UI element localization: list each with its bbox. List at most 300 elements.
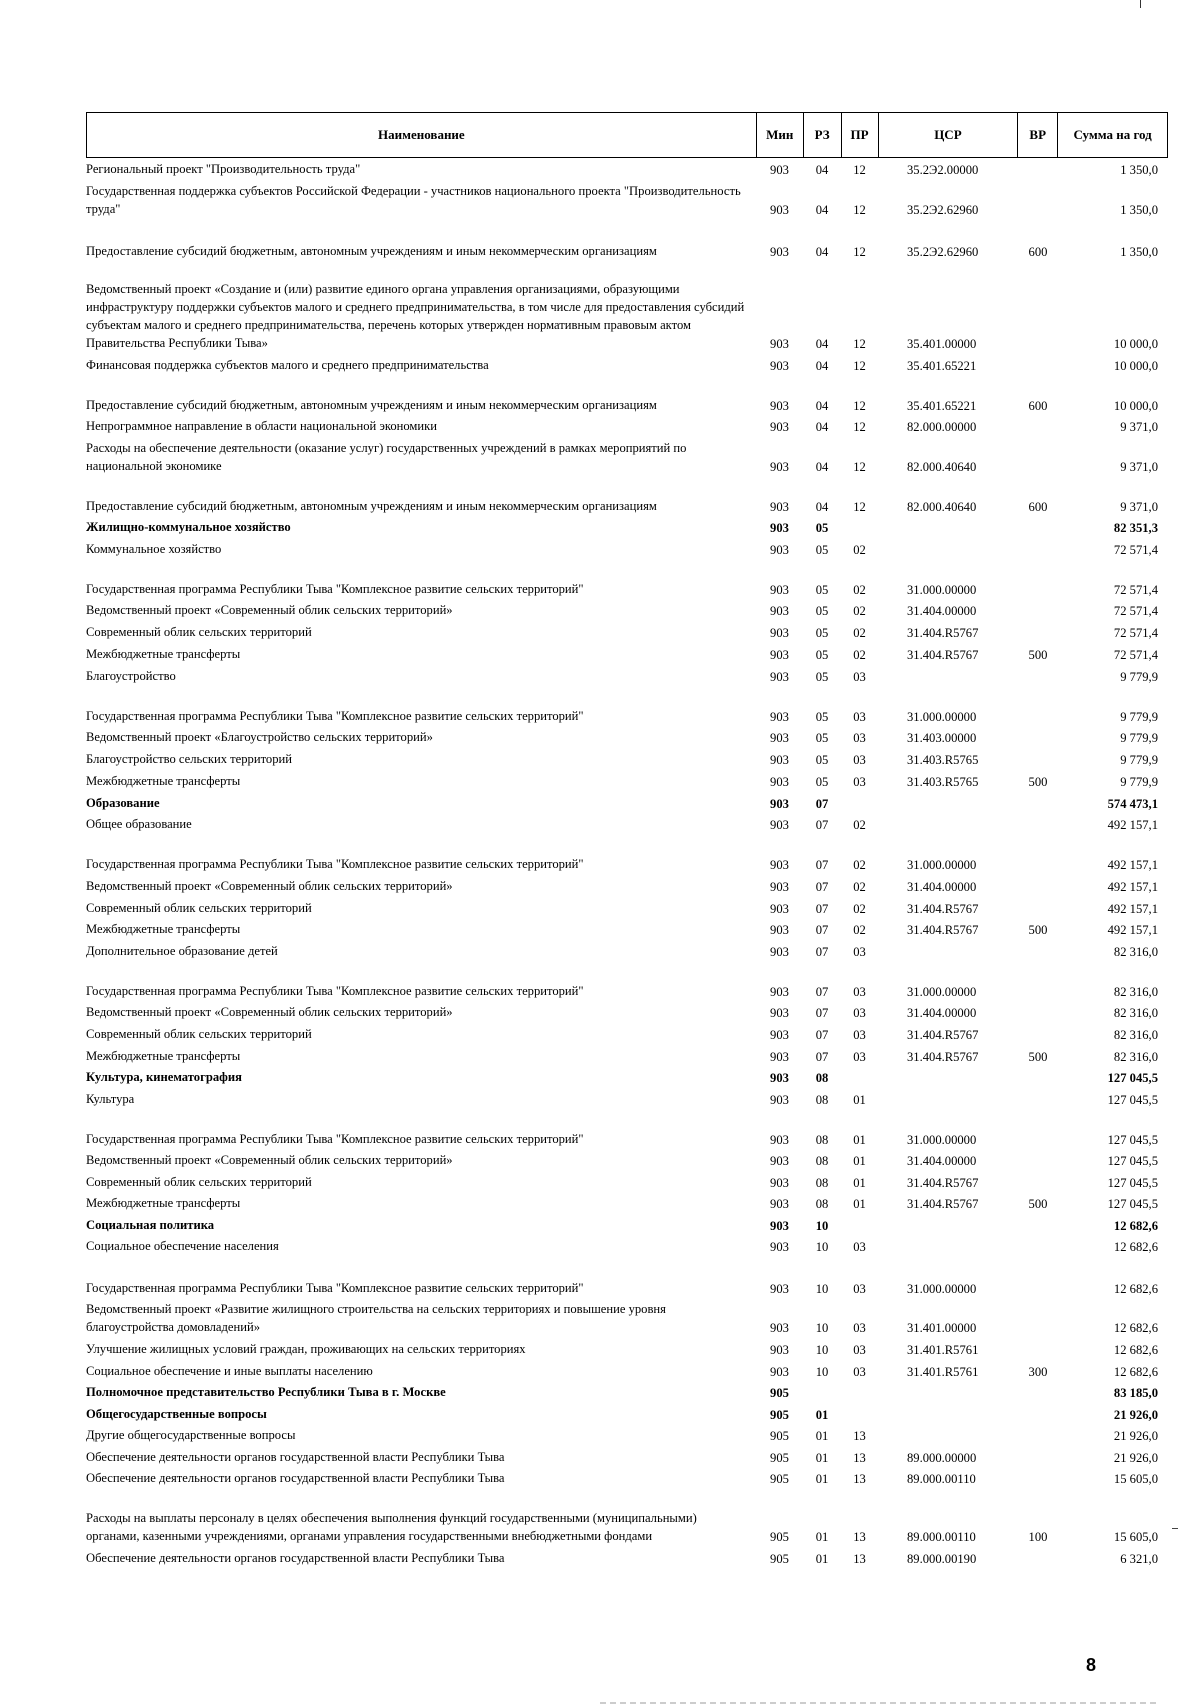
row-csr: 31.401.R5761: [907, 1343, 979, 1357]
table-row: [86, 1111, 1168, 1151]
row-pr: 12: [853, 420, 866, 434]
row-rz: 07: [815, 818, 829, 832]
table-row: [86, 1469, 1168, 1490]
row-pr: 02: [853, 626, 866, 640]
row-rz: 04: [815, 460, 829, 474]
row-rz: 04: [815, 163, 829, 177]
row-csr: 31.404.R5767: [907, 1197, 979, 1211]
row-name: Современный облик сельских территорий: [86, 1175, 312, 1189]
row-csr: 31.404.R5767: [907, 648, 979, 662]
row-csr: [878, 1402, 1018, 1404]
row-pr: 01: [853, 1197, 866, 1211]
row-min: 903: [770, 1176, 789, 1190]
row-sum: 127 045,5: [1107, 1133, 1158, 1147]
row-sum: 1 350,0: [1120, 203, 1158, 217]
row-name: Общегосударственные вопросы: [86, 1407, 267, 1421]
row-vr: 600: [1028, 245, 1048, 259]
row-name: Социальное обеспечение и иные выплаты населению: [86, 1364, 373, 1378]
row-min: 903: [770, 753, 789, 767]
row-name: Государственная программа Республики Тыва "Комплексное развитие сельских территорий": [86, 857, 584, 871]
row-rz: 07: [815, 858, 829, 872]
table-row: [86, 749, 1168, 771]
row-min: 903: [770, 1154, 789, 1168]
row-min: 903: [770, 1133, 789, 1147]
row-pr: 02: [853, 902, 866, 916]
row-pr: 03: [853, 731, 866, 745]
row-sum: 12 682,6: [1113, 1365, 1158, 1379]
row-name: Межбюджетные трансферты: [86, 1196, 241, 1210]
table-row: [86, 539, 1168, 561]
row-pr: 03: [853, 1282, 866, 1296]
row-pr: 12: [853, 500, 866, 514]
row-pr: 12: [853, 245, 866, 259]
row-sum: 127 045,5: [1107, 1071, 1158, 1085]
row-min: 903: [770, 1071, 789, 1085]
row-pr: 02: [853, 880, 866, 894]
row-sum: 21 926,0: [1113, 1451, 1158, 1465]
row-rz: 01: [815, 1451, 829, 1465]
row-rz: 07: [815, 945, 829, 959]
table-row: [86, 771, 1168, 793]
row-min: 903: [770, 163, 789, 177]
table-row: [86, 1024, 1168, 1046]
row-min: 903: [770, 1365, 789, 1379]
table-row: [86, 666, 1168, 688]
row-csr: [878, 834, 1018, 836]
table-row: [86, 377, 1168, 417]
row-min: 903: [770, 543, 789, 557]
row-name: Современный облик сельских территорий: [86, 625, 312, 639]
row-csr: 89.000.00110: [907, 1530, 976, 1544]
row-name: Государственная программа Республики Тыва "Комплексное развитие сельских территорий": [86, 984, 584, 998]
table-row: [86, 1383, 1168, 1404]
row-pr: 02: [853, 858, 866, 872]
row-min: 903: [770, 902, 789, 916]
row-csr: 31.000.00000: [907, 583, 977, 597]
row-name: Образование: [86, 796, 160, 810]
row-pr: [841, 537, 878, 539]
row-vr: [1018, 1445, 1058, 1447]
row-csr: 31.000.00000: [907, 1133, 977, 1147]
row-rz: 04: [815, 359, 829, 373]
row-sum: 12 682,6: [1113, 1282, 1158, 1296]
row-name: Благоустройство сельских территорий: [86, 752, 292, 766]
row-min: 903: [770, 500, 789, 514]
row-csr: [878, 1235, 1018, 1237]
row-min: 903: [770, 797, 789, 811]
row-vr: [1018, 1109, 1058, 1111]
row-rz: 10: [815, 1240, 829, 1254]
row-csr: 35.401.65221: [907, 359, 977, 373]
row-name: Непрограммное направление в области национальной экономики: [86, 419, 437, 433]
row-csr: 31.000.00000: [907, 1282, 977, 1296]
row-pr: 12: [853, 203, 866, 217]
row-sum: 574 473,1: [1107, 797, 1158, 811]
row-pr: [841, 1424, 878, 1426]
row-pr: 02: [853, 583, 866, 597]
row-min: 903: [770, 985, 789, 999]
row-rz: 08: [815, 1133, 829, 1147]
table-row: [86, 221, 1168, 263]
row-sum: 15 605,0: [1113, 1472, 1158, 1486]
row-sum: 21 926,0: [1113, 1408, 1158, 1422]
row-name: Полномочное представительство Республики Тыва в г. Москве: [86, 1385, 446, 1399]
row-vr: [1018, 1337, 1058, 1339]
row-sum: 10 000,0: [1113, 337, 1158, 351]
row-pr: 13: [853, 1472, 866, 1486]
row-min: 903: [770, 775, 789, 789]
row-rz: 05: [815, 648, 829, 662]
row-vr: [1018, 1087, 1058, 1089]
row-pr: 01: [853, 1176, 866, 1190]
row-name: Ведомственный проект «Современный облик сельских территорий»: [86, 1153, 453, 1167]
row-csr: [878, 1445, 1018, 1447]
row-csr: 31.403.R5765: [907, 753, 979, 767]
row-sum: 82 316,0: [1113, 985, 1158, 999]
row-rz: 04: [815, 500, 829, 514]
row-vr: 300: [1028, 1365, 1048, 1379]
table-row: [86, 478, 1168, 518]
row-sum: 21 926,0: [1113, 1429, 1158, 1443]
row-name: Улучшение жилищных условий граждан, проживающих на сельских территориях: [86, 1342, 526, 1356]
scan-edge: [600, 1702, 1160, 1704]
row-csr: 89.000.00110: [907, 1472, 976, 1486]
table-row: [86, 160, 1168, 181]
row-pr: 02: [853, 604, 866, 618]
row-sum: 12 682,6: [1113, 1321, 1158, 1335]
row-vr: [1018, 961, 1058, 963]
row-rz: 05: [815, 731, 829, 745]
row-sum: 82 316,0: [1113, 1050, 1158, 1064]
row-csr: 31.000.00000: [907, 858, 977, 872]
row-vr: 500: [1028, 648, 1048, 662]
row-csr: [878, 686, 1018, 688]
row-vr: [1018, 1044, 1058, 1046]
row-name: Благоустройство: [86, 669, 176, 683]
row-rz: 10: [815, 1365, 829, 1379]
row-pr: [841, 1235, 878, 1237]
row-rz: 01: [815, 1429, 829, 1443]
row-min: 903: [770, 583, 789, 597]
row-min: 903: [770, 1240, 789, 1254]
row-name: Обеспечение деятельности органов государственной власти Республики Тыва: [86, 1450, 505, 1464]
row-csr: 35.2Э2.62960: [907, 245, 979, 259]
row-pr: 03: [853, 710, 866, 724]
row-sum: 492 157,1: [1107, 858, 1158, 872]
row-vr: [1018, 834, 1058, 836]
row-rz: 07: [815, 797, 829, 811]
table-row: [86, 1404, 1168, 1426]
row-vr: 500: [1028, 923, 1048, 937]
row-vr: 600: [1028, 399, 1048, 413]
row-rz: 07: [815, 985, 829, 999]
row-pr: 01: [853, 1133, 866, 1147]
row-pr: [841, 813, 878, 815]
row-min: 903: [770, 1050, 789, 1064]
row-name: Дополнительное образование детей: [86, 944, 278, 958]
table-row: [86, 438, 1168, 478]
row-vr: [1018, 896, 1058, 898]
row-rz: 05: [815, 604, 829, 618]
row-pr: 01: [853, 1093, 866, 1107]
row-csr: 35.2Э2.62960: [907, 203, 979, 217]
row-rz: 04: [815, 337, 829, 351]
row-rz: 05: [815, 753, 829, 767]
table-row: [86, 1426, 1168, 1447]
row-min: 903: [770, 245, 789, 259]
row-min: 903: [770, 604, 789, 618]
table-row: [86, 793, 1168, 815]
row-name: Межбюджетные трансферты: [86, 647, 241, 661]
row-min: 903: [770, 648, 789, 662]
row-pr: 03: [853, 753, 866, 767]
row-vr: [1018, 769, 1058, 771]
row-name: Коммунальное хозяйство: [86, 542, 222, 556]
row-rz: 07: [815, 923, 829, 937]
row-pr: 02: [853, 543, 866, 557]
row-sum: 72 571,4: [1113, 626, 1158, 640]
row-csr: 31.404.00000: [907, 880, 977, 894]
row-pr: [841, 1087, 878, 1089]
row-csr: 82.000.40640: [907, 500, 977, 514]
row-name: Ведомственный проект «Современный облик сельских территорий»: [86, 603, 453, 617]
row-csr: 31.404.R5767: [907, 1050, 979, 1064]
row-sum: 127 045,5: [1107, 1197, 1158, 1211]
row-sum: 12 682,6: [1113, 1240, 1158, 1254]
row-sum: 127 045,5: [1107, 1154, 1158, 1168]
row-rz: 05: [815, 543, 829, 557]
table-row: [86, 1237, 1168, 1258]
row-csr: 31.000.00000: [907, 710, 977, 724]
row-csr: [878, 537, 1018, 539]
table-row: [86, 1339, 1168, 1361]
row-csr: 31.404.R5767: [907, 1176, 979, 1190]
row-csr: 82.000.40640: [907, 460, 977, 474]
row-rz: 04: [815, 245, 829, 259]
row-min: 903: [770, 880, 789, 894]
row-csr: 31.000.00000: [907, 985, 977, 999]
header-vr: ВР: [1017, 113, 1057, 157]
table-row: [86, 1172, 1168, 1194]
row-name: Региональный проект "Производительность труда": [86, 162, 361, 176]
row-pr: 03: [853, 1343, 866, 1357]
row-vr: [1018, 813, 1058, 815]
row-rz: 10: [815, 1321, 829, 1335]
row-sum: 82 351,3: [1113, 521, 1158, 535]
row-sum: 12 682,6: [1113, 1343, 1158, 1357]
table-row: [86, 1089, 1168, 1111]
row-csr: 31.404.00000: [907, 1006, 977, 1020]
row-sum: 1 350,0: [1120, 163, 1158, 177]
row-vr: [1018, 1235, 1058, 1237]
row-min: 903: [770, 945, 789, 959]
table-row: [86, 1046, 1168, 1068]
row-rz: 05: [815, 521, 829, 535]
row-name: Государственная программа Республики Тыва "Комплексное развитие сельских территорий": [86, 1132, 584, 1146]
row-min: 903: [770, 626, 789, 640]
row-sum: 6 321,0: [1120, 1552, 1158, 1566]
header-name: Наименование: [378, 127, 465, 142]
table-row: [86, 963, 1168, 1003]
row-pr: 03: [853, 1028, 866, 1042]
row-csr: 31.401.R5761: [907, 1365, 979, 1379]
row-csr: 31.403.R5765: [907, 775, 979, 789]
row-min: 903: [770, 818, 789, 832]
row-rz: 05: [815, 710, 829, 724]
row-vr: [1018, 476, 1058, 478]
table-row: [86, 622, 1168, 644]
row-csr: 31.401.00000: [907, 1321, 977, 1335]
row-min: 903: [770, 203, 789, 217]
row-name: Межбюджетные трансферты: [86, 1049, 241, 1063]
row-csr: [878, 1256, 1018, 1258]
table-row: [86, 601, 1168, 622]
row-name: Культура, кинематография: [86, 1070, 242, 1084]
row-name: Межбюджетные трансферты: [86, 774, 241, 788]
header-sum: Сумма на год: [1057, 113, 1167, 157]
row-pr: 02: [853, 648, 866, 662]
row-vr: [1018, 1467, 1058, 1469]
row-min: 903: [770, 1321, 789, 1335]
row-name: Финансовая поддержка субъектов малого и среднего предпринимательства: [86, 358, 489, 372]
row-pr: 13: [853, 1552, 866, 1566]
table-row: [86, 1258, 1168, 1300]
table-row: [86, 1068, 1168, 1089]
table-row: [86, 644, 1168, 666]
row-min: 905: [770, 1552, 789, 1566]
row-csr: 31.404.R5767: [907, 923, 979, 937]
row-sum: 492 157,1: [1107, 880, 1158, 894]
row-rz: 04: [815, 203, 829, 217]
row-sum: 492 157,1: [1107, 818, 1158, 832]
row-rz: 08: [815, 1154, 829, 1168]
row-pr: 03: [853, 985, 866, 999]
row-rz: 07: [815, 902, 829, 916]
row-min: 903: [770, 460, 789, 474]
row-vr: [1018, 1568, 1058, 1570]
table-row: [86, 728, 1168, 749]
table-row: [86, 1151, 1168, 1172]
header-csr: ЦСР: [878, 113, 1018, 157]
row-rz: 10: [815, 1282, 829, 1296]
row-min: 905: [770, 1472, 789, 1486]
row-min: 905: [770, 1429, 789, 1443]
row-vr: [1018, 219, 1058, 221]
row-pr: 02: [853, 818, 866, 832]
row-vr: [1018, 686, 1058, 688]
row-rz: 05: [815, 775, 829, 789]
row-name: Обеспечение деятельности органов государственной власти Республики Тыва: [86, 1551, 505, 1565]
row-csr: [878, 813, 1018, 815]
row-pr: 03: [853, 1006, 866, 1020]
row-name: Ведомственный проект «Современный облик сельских территорий»: [86, 1005, 453, 1019]
row-name: Современный облик сельских территорий: [86, 901, 312, 915]
row-min: 903: [770, 1093, 789, 1107]
row-vr: [1018, 179, 1058, 181]
row-pr: 12: [853, 337, 866, 351]
row-rz: 05: [815, 670, 829, 684]
row-rz: 07: [815, 1028, 829, 1042]
row-csr: [878, 961, 1018, 963]
row-rz: 08: [815, 1093, 829, 1107]
row-min: 903: [770, 1197, 789, 1211]
row-name: Предоставление субсидий бюджетным, автономным учреждениям и иным некоммерческим организациям: [86, 244, 657, 258]
row-sum: 9 779,9: [1120, 670, 1158, 684]
row-min: 905: [770, 1451, 789, 1465]
row-name: Государственная программа Республики Тыва "Комплексное развитие сельских территорий": [86, 1281, 584, 1295]
table-row: [86, 417, 1168, 438]
row-vr: [1018, 1022, 1058, 1024]
row-name: Социальное обеспечение населения: [86, 1239, 279, 1253]
row-name: Жилищно-коммунальное хозяйство: [86, 520, 291, 534]
row-pr: 03: [853, 775, 866, 789]
row-name: Государственная программа Республики Тыва "Комплексное развитие сельских территорий": [86, 582, 584, 596]
row-sum: 10 000,0: [1113, 359, 1158, 373]
row-min: 903: [770, 923, 789, 937]
row-pr: 13: [853, 1530, 866, 1544]
table-row: [86, 920, 1168, 941]
row-pr: 03: [853, 1050, 866, 1064]
row-name: Предоставление субсидий бюджетным, автономным учреждениям и иным некоммерческим организациям: [86, 499, 657, 513]
row-sum: 10 000,0: [1113, 399, 1158, 413]
table-row: [86, 1548, 1168, 1570]
table-row: [86, 1447, 1168, 1469]
row-sum: 12 682,6: [1113, 1219, 1158, 1233]
row-rz: 01: [815, 1552, 829, 1566]
row-vr: [1018, 918, 1058, 920]
row-rz: 05: [815, 583, 829, 597]
row-name: Современный облик сельских территорий: [86, 1027, 312, 1041]
row-pr: 03: [853, 670, 866, 684]
row-pr: 03: [853, 945, 866, 959]
row-min: 903: [770, 1028, 789, 1042]
row-rz: 05: [815, 626, 829, 640]
row-vr: [1018, 1149, 1058, 1151]
row-min: 903: [770, 1343, 789, 1357]
table-header: [86, 112, 1168, 158]
row-pr: 03: [853, 1321, 866, 1335]
row-sum: 72 571,4: [1113, 604, 1158, 618]
row-sum: 9 779,9: [1120, 753, 1158, 767]
row-min: 903: [770, 359, 789, 373]
row-csr: 31.403.00000: [907, 731, 977, 745]
scan-tick-mark: [1140, 0, 1141, 8]
row-name: Ведомственный проект «Развитие жилищного строительства на сельских территориях и повышение уровня благоустройства домовладений»: [86, 1302, 666, 1334]
row-name: Культура: [86, 1092, 135, 1106]
row-sum: 492 157,1: [1107, 902, 1158, 916]
row-pr: 01: [853, 1154, 866, 1168]
row-min: 905: [770, 1386, 789, 1400]
row-rz: 01: [815, 1472, 829, 1486]
row-rz: 07: [815, 880, 829, 894]
row-pr: 03: [853, 1240, 866, 1254]
row-vr: [1018, 1192, 1058, 1194]
row-name: Расходы на обеспечение деятельности (оказание услуг) государственных учреждений в рамках мероприятий по национальной экономике: [86, 441, 687, 473]
table-row: [86, 815, 1168, 836]
page-number: 8: [1086, 1655, 1097, 1675]
row-min: 903: [770, 1219, 789, 1233]
row-sum: 127 045,5: [1107, 1093, 1158, 1107]
row-min: 903: [770, 420, 789, 434]
table-row: [86, 941, 1168, 963]
row-vr: 600: [1028, 500, 1048, 514]
row-rz: 07: [815, 1050, 829, 1064]
row-csr: 35.401.00000: [907, 337, 977, 351]
row-name: Социальная политика: [86, 1218, 215, 1232]
row-sum: 9 371,0: [1120, 420, 1158, 434]
row-min: 903: [770, 521, 789, 535]
row-min: 903: [770, 710, 789, 724]
